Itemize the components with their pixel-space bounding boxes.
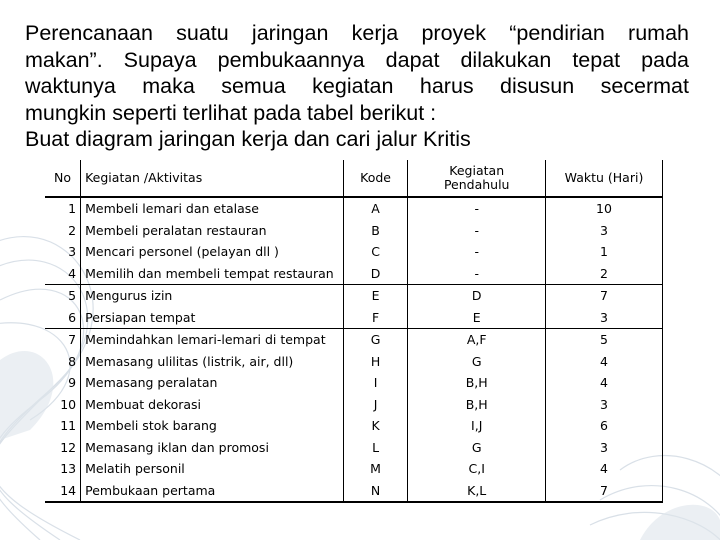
row-activity: Membeli stok barang xyxy=(85,418,217,434)
row-activity: Mengurus izin xyxy=(81,285,344,307)
row-time: 10 xyxy=(545,197,662,220)
table-row xyxy=(45,372,663,394)
row-no: 10 xyxy=(45,394,81,416)
row-no: 2 xyxy=(45,220,81,242)
row-time: 7 xyxy=(545,480,662,503)
row-predecessor: G xyxy=(408,351,546,373)
table-row xyxy=(45,220,663,242)
intro-paragraph xyxy=(25,20,689,153)
table-row xyxy=(45,394,663,416)
row-predecessor: K,L xyxy=(408,480,546,503)
table-row xyxy=(45,480,663,503)
activity-table xyxy=(45,160,663,503)
row-code: E xyxy=(343,285,408,307)
header-predecessor xyxy=(408,160,546,197)
header-no: No xyxy=(45,160,81,197)
row-predecessor: B,H xyxy=(408,394,546,416)
header-activity: Kegiatan /Aktivitas xyxy=(81,160,344,197)
row-code: C xyxy=(343,241,408,263)
row-time: 5 xyxy=(545,329,662,351)
row-time: 7 xyxy=(545,285,662,307)
intro-line: mungkin seperti terlihat pada tabel berikut : xyxy=(25,100,437,125)
table-row xyxy=(45,458,663,480)
row-code: F xyxy=(343,307,408,329)
row-predecessor: D xyxy=(408,285,546,307)
row-code: A xyxy=(343,197,408,220)
intro-instruction: Buat diagram jaringan kerja dan cari jalur Kritis xyxy=(25,127,471,151)
row-code: B xyxy=(343,220,408,242)
table-row xyxy=(45,307,663,329)
row-no: 5 xyxy=(45,285,81,307)
row-predecessor: C,I xyxy=(408,458,546,480)
row-time: 3 xyxy=(545,394,662,416)
header-predecessor-line1: Kegiatan xyxy=(449,163,505,178)
intro-line: waktunya maka semua kegiatan harus disusun secermat xyxy=(25,74,689,98)
intro-line: makan”. Supaya pembukaannya dapat dilakukan tepat pada xyxy=(25,47,689,72)
header-code: Kode xyxy=(343,160,408,197)
row-code: M xyxy=(343,458,408,480)
row-predecessor: - xyxy=(408,241,546,263)
row-time: 2 xyxy=(545,263,662,285)
row-activity: Memindahkan lemari-lemari di tempat xyxy=(81,329,344,351)
row-time: 1 xyxy=(545,241,662,263)
row-code: D xyxy=(343,263,408,285)
row-activity: Membeli peralatan restauran xyxy=(85,222,267,238)
row-activity: Pembukaan pertama xyxy=(81,480,344,503)
header-time: Waktu (Hari) xyxy=(545,160,662,197)
row-no: 7 xyxy=(45,329,81,351)
row-no: 13 xyxy=(45,458,81,480)
row-activity: Membuat dekorasi xyxy=(85,396,202,412)
intro-line: Perencanaan suatu jaringan kerja proyek “pendirian rumah xyxy=(25,21,689,45)
row-activity: Memilih dan membeli tempat restauran xyxy=(85,265,334,281)
row-predecessor: - xyxy=(408,220,546,242)
table-row xyxy=(45,263,663,285)
row-activity: Memasang ulilitas (listrik, air, dll) xyxy=(85,353,294,369)
row-time: 3 xyxy=(545,307,662,329)
row-predecessor: E xyxy=(408,307,546,329)
row-no: 11 xyxy=(45,415,81,437)
table-row xyxy=(45,197,663,220)
table-row xyxy=(45,329,663,351)
row-no: 8 xyxy=(45,351,81,373)
row-no: 4 xyxy=(45,263,81,285)
header-predecessor-line2: Pendahulu xyxy=(443,177,510,192)
table-row xyxy=(45,351,663,373)
row-activity: Memasang iklan dan promosi xyxy=(85,439,269,455)
row-activity: Persiapan tempat xyxy=(85,309,196,325)
row-code: K xyxy=(343,415,408,437)
table-row xyxy=(45,285,663,307)
row-predecessor: A,F xyxy=(408,329,546,351)
row-time: 6 xyxy=(545,415,662,437)
row-time: 4 xyxy=(545,458,662,480)
row-code: L xyxy=(343,437,408,459)
row-time: 3 xyxy=(545,437,662,459)
row-predecessor: - xyxy=(408,197,546,220)
row-time: 4 xyxy=(545,372,662,394)
row-no: 14 xyxy=(45,480,81,503)
row-no: 6 xyxy=(45,307,81,329)
row-code: G xyxy=(343,329,408,351)
row-code: N xyxy=(343,480,408,503)
row-time: 3 xyxy=(545,220,662,242)
row-code: H xyxy=(343,351,408,373)
row-predecessor: G xyxy=(408,437,546,459)
row-activity: Membeli lemari dan etalase xyxy=(85,201,259,217)
row-no: 9 xyxy=(45,372,81,394)
row-predecessor: - xyxy=(408,263,546,285)
row-activity: Melatih personil xyxy=(85,461,185,477)
row-predecessor: B,H xyxy=(408,372,546,394)
row-no: 12 xyxy=(45,437,81,459)
row-code: J xyxy=(343,394,408,416)
table-row xyxy=(45,437,663,459)
table-row xyxy=(45,241,663,263)
row-activity: Memasang peralatan xyxy=(85,375,218,391)
row-no: 1 xyxy=(45,197,81,220)
row-predecessor: I,J xyxy=(408,415,546,437)
row-no: 3 xyxy=(45,241,81,263)
table-row xyxy=(45,415,663,437)
row-activity: Mencari personel (pelayan dll ) xyxy=(85,244,279,260)
row-time: 4 xyxy=(545,351,662,373)
table-header-row xyxy=(45,160,663,197)
row-code: I xyxy=(343,372,408,394)
